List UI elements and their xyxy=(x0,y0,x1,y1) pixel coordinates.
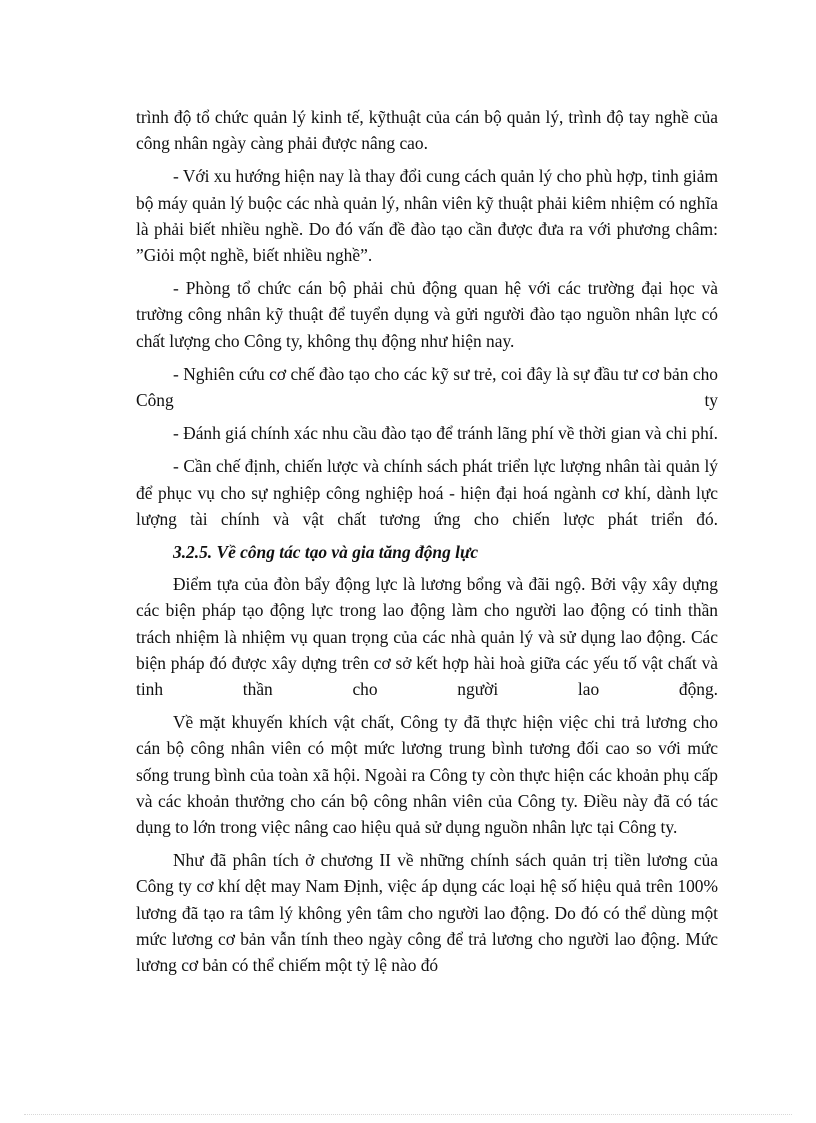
paragraph-motivation-lever: Điểm tựa của đòn bẩy động lực là lương bổng và đãi ngộ. Bởi vậy xây dựng các biện pháp tạo động lực trong lao động làm cho người lao động có tinh thần trách nhiệm là nhiệm vụ quan trọng của các nhà quản lý và sử dụng lao động. Các biện pháp đó được xây dựng trên cơ sở kết hợp hài hoà giữa các yếu tố vật chất và tinh thần cho người lao động. xyxy=(136,574,718,700)
paragraph-training-needs: - Đánh giá chính xác nhu cầu đào tạo để tránh lãng phí về thời gian và chi phí. xyxy=(173,423,718,444)
paragraph-continued: trình độ tổ chức quản lý kinh tế, kỹthuật của cán bộ quản lý, trình độ tay nghề của công nhân ngày càng phải được nâng cao. xyxy=(136,107,718,154)
paragraph-salary-policy: Như đã phân tích ở chương II về những chính sách quản trị tiền lương của Công ty cơ khí dệt may Nam Định, việc áp dụng các loại hệ số hiệu quả trên 100% lương đã tạo ra tâm lý không yên tâm cho người lao động. Do đó có thể dùng một mức lương cơ bản vẫn tính theo ngày công để trả lương cho người lao động. Mức lương cơ bản có thể chiếm một tỷ lệ nào đó xyxy=(136,850,718,976)
paragraph-talent-strategy: - Cần chế định, chiến lược và chính sách phát triển lực lượng nhân tài quản lý để phục vụ cho sự nghiệp công nghiệp hoá - hiện đại hoá ngành cơ khí, dành lực lượng tài chính và vật chất tương ứng cho chiến lược phát triển đó. xyxy=(136,456,718,529)
page-bottom-divider xyxy=(24,1114,792,1115)
paragraph-young-engineers: - Nghiên cứu cơ chế đào tạo cho các kỹ sư trẻ, coi đây là sự đầu tư cơ bản cho Công ty xyxy=(136,363,718,411)
paragraph-training-trend: - Với xu hướng hiện nay là thay đổi cung cách quản lý cho phù hợp, tinh giảm bộ máy quản lý buộc các nhà quản lý, nhân viên kỹ thuật phải kiêm nhiệm có nghĩa là phải biết nhiều nghề. Do đó vấn đề đào tạo cần được đưa ra với phương châm: ”Giỏi một nghề, biết nhiều nghề”. xyxy=(136,166,718,266)
section-heading: 3.2.5. Về công tác tạo và gia tăng động lực xyxy=(173,542,479,563)
document-page xyxy=(136,104,718,985)
paragraph-hr-department: - Phòng tổ chức cán bộ phải chủ động quan hệ với các trường đại học và trường công nhân kỹ thuật để tuyển dụng và gửi người đào tạo nguồn nhân lực có chất lượng cho Công ty, không thụ động như hiện nay. xyxy=(136,278,718,351)
paragraph-material-incentives: Về mặt khuyến khích vật chất, Công ty đã thực hiện việc chi trả lương cho cán bộ công nhân viên có một mức lương trung bình tương đối cao so với mức sống trung bình của toàn xã hội. Ngoài ra Công ty còn thực hiện các khoản phụ cấp và các khoản thưởng cho cán bộ công nhân viên của Công ty. Điều này đã có tác dụng to lớn trong việc nâng cao hiệu quả sử dụng nguồn nhân lực tại Công ty. xyxy=(136,712,718,838)
